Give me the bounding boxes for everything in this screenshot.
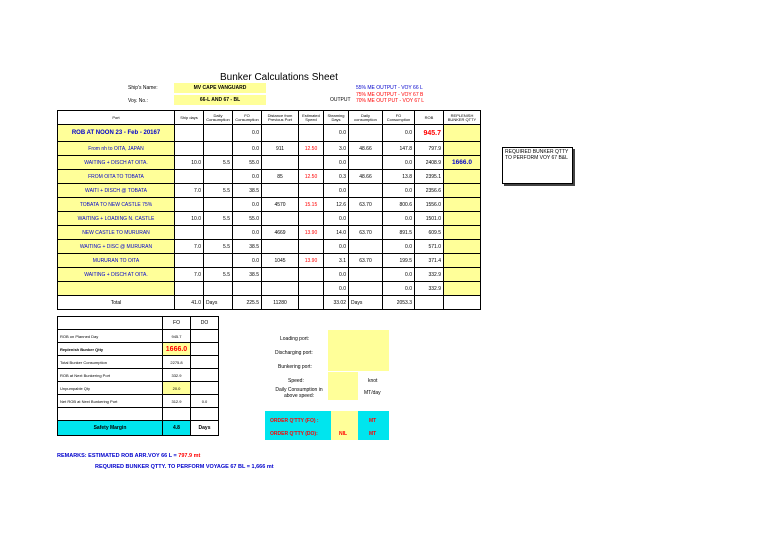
value-cell[interactable] xyxy=(204,125,233,142)
output-line-2: 75% ME OUTPUT - VOY 67 B xyxy=(356,92,424,98)
value-cell[interactable]: 2408.9 xyxy=(415,156,444,170)
value-cell[interactable] xyxy=(204,142,233,156)
value-cell[interactable] xyxy=(204,282,233,296)
value-cell[interactable] xyxy=(299,184,324,198)
voyage-row xyxy=(58,240,481,254)
value-cell[interactable]: 5.5 xyxy=(204,212,233,226)
value-cell[interactable]: 0.0 xyxy=(383,184,415,198)
value-cell[interactable]: 571.0 xyxy=(415,240,444,254)
column-header: Daily Consumption xyxy=(204,111,233,125)
value-cell[interactable] xyxy=(444,142,481,156)
summary-value[interactable]: 0.0 xyxy=(191,395,219,408)
voyage-row xyxy=(58,142,481,156)
total-cell: 2053.3 xyxy=(383,296,415,310)
column-header: FO Consumption xyxy=(383,111,415,125)
total-cell: Days xyxy=(349,296,383,310)
value-cell[interactable]: 63.70 xyxy=(349,226,383,240)
value-cell[interactable] xyxy=(299,212,324,226)
spacer-cell xyxy=(163,408,191,421)
summary-row xyxy=(58,330,219,343)
total-cell: Days xyxy=(204,296,233,310)
column-header: ROB xyxy=(415,111,444,125)
speed-unit: knot xyxy=(368,378,378,384)
value-cell[interactable]: 371.4 xyxy=(415,254,444,268)
value-cell[interactable] xyxy=(349,282,383,296)
value-cell[interactable]: 55.0 xyxy=(233,156,262,170)
column-header: Steaming Days xyxy=(324,111,349,125)
value-cell[interactable]: 945.7 xyxy=(415,125,444,142)
port-cell[interactable]: ROB AT NOON 23 - Feb - 20167 xyxy=(58,125,175,142)
value-cell[interactable]: 0.0 xyxy=(383,268,415,282)
value-cell[interactable]: 891.5 xyxy=(383,226,415,240)
value-cell[interactable]: 12.6 xyxy=(324,198,349,212)
value-cell[interactable]: 38.5 xyxy=(233,240,262,254)
total-cell: 11280 xyxy=(262,296,299,310)
voyage-row xyxy=(58,125,481,142)
value-cell[interactable] xyxy=(444,282,481,296)
value-cell[interactable]: 0.0 xyxy=(383,125,415,142)
port-cell[interactable]: WAITING + DISCH AT OITA. xyxy=(58,156,175,170)
output-line-1: 55% ME OUTPUT - VOY 66 L xyxy=(356,85,423,91)
value-cell[interactable]: 0.0 xyxy=(233,125,262,142)
value-cell[interactable]: 1556.0 xyxy=(415,198,444,212)
summary-header: DO xyxy=(191,317,219,330)
voy-value[interactable]: 66-L AND 67 - BL xyxy=(174,95,266,105)
value-cell[interactable] xyxy=(444,212,481,226)
value-cell[interactable]: 0.0 xyxy=(383,240,415,254)
value-cell[interactable] xyxy=(262,184,299,198)
output-label: OUTPUT xyxy=(330,97,351,103)
summary-value[interactable] xyxy=(191,343,219,356)
summary-row xyxy=(58,356,219,369)
value-cell[interactable] xyxy=(175,125,204,142)
summary-label: Replenish Bunker Qtty xyxy=(58,343,163,356)
spacer-cell xyxy=(58,408,163,421)
value-cell[interactable] xyxy=(349,156,383,170)
value-cell[interactable] xyxy=(444,170,481,184)
value-cell[interactable] xyxy=(262,125,299,142)
value-cell[interactable] xyxy=(175,254,204,268)
value-cell[interactable]: 911 xyxy=(262,142,299,156)
summary-header: FO xyxy=(163,317,191,330)
ship-name-value[interactable]: MV CAPE VANGUARD xyxy=(174,83,266,93)
value-cell[interactable]: 48.66 xyxy=(349,142,383,156)
speed-input-area[interactable] xyxy=(328,372,358,400)
header-row xyxy=(58,111,481,125)
port-cell[interactable]: MURURAN TO OITA xyxy=(58,254,175,268)
remarks-label: REMARKS: ESTIMATED ROB ARR.VOY 66 L = xyxy=(57,453,177,459)
value-cell[interactable]: 14.0 xyxy=(324,226,349,240)
value-cell[interactable]: 0.3 xyxy=(324,170,349,184)
value-cell[interactable] xyxy=(444,268,481,282)
port-cell[interactable] xyxy=(58,282,175,296)
column-header: Distance from Previous Port xyxy=(262,111,299,125)
summary-label: ROB on Planned Day xyxy=(58,330,163,343)
value-cell[interactable]: 55.0 xyxy=(233,212,262,226)
port-cell[interactable]: WAITING + DISC @ MURURAN xyxy=(58,240,175,254)
safety-margin-unit: Days xyxy=(191,421,219,436)
value-cell[interactable]: 609.5 xyxy=(415,226,444,240)
value-cell[interactable] xyxy=(204,170,233,184)
value-cell[interactable]: 0.0 xyxy=(233,226,262,240)
value-cell[interactable]: 0.0 xyxy=(383,282,415,296)
column-header: Ship days xyxy=(175,111,204,125)
order-do-unit: MT xyxy=(369,431,377,437)
voyage-table xyxy=(57,110,481,310)
value-cell[interactable]: 5.5 xyxy=(204,156,233,170)
summary-value[interactable] xyxy=(191,356,219,369)
value-cell[interactable] xyxy=(444,184,481,198)
column-header: REPLENISH BUNKER QTTY xyxy=(444,111,481,125)
value-cell[interactable] xyxy=(349,240,383,254)
value-cell[interactable]: 332.9 xyxy=(415,282,444,296)
remarks-line-1 xyxy=(57,453,200,459)
value-cell[interactable] xyxy=(175,226,204,240)
value-cell[interactable]: 13.90 xyxy=(299,254,324,268)
value-cell[interactable]: 5.5 xyxy=(204,184,233,198)
value-cell[interactable]: 10.0 xyxy=(175,212,204,226)
voyage-row xyxy=(58,156,481,170)
value-cell[interactable]: 332.9 xyxy=(415,268,444,282)
summary-label: Net ROB at Next Bunkering Port xyxy=(58,395,163,408)
summary-row xyxy=(58,369,219,382)
summary-value[interactable]: 945.7 xyxy=(163,330,191,343)
value-cell[interactable]: 63.70 xyxy=(349,198,383,212)
total-cell: Total xyxy=(58,296,175,310)
value-cell[interactable] xyxy=(262,240,299,254)
port-cell[interactable]: WAITING + LOADING N. CASTLE xyxy=(58,212,175,226)
value-cell[interactable]: 38.5 xyxy=(233,268,262,282)
value-cell[interactable]: 1045 xyxy=(262,254,299,268)
value-cell[interactable] xyxy=(262,156,299,170)
summary-value[interactable]: 332.9 xyxy=(163,369,191,382)
total-row xyxy=(58,296,481,310)
value-cell[interactable]: 0.0 xyxy=(324,268,349,282)
value-cell[interactable]: 0.0 xyxy=(324,212,349,226)
value-cell[interactable] xyxy=(349,184,383,198)
voyage-row xyxy=(58,268,481,282)
value-cell[interactable]: 0.0 xyxy=(383,212,415,226)
value-cell[interactable]: 199.5 xyxy=(383,254,415,268)
value-cell[interactable] xyxy=(262,268,299,282)
summary-value[interactable]: 2275.8 xyxy=(163,356,191,369)
summary-label: Total Bunker Consumption xyxy=(58,356,163,369)
value-cell[interactable]: 2356.6 xyxy=(415,184,444,198)
value-cell[interactable] xyxy=(444,240,481,254)
value-cell[interactable] xyxy=(204,198,233,212)
value-cell[interactable]: 1501.0 xyxy=(415,212,444,226)
value-cell[interactable]: 85 xyxy=(262,170,299,184)
total-cell: 33.02 xyxy=(324,296,349,310)
summary-value[interactable] xyxy=(191,369,219,382)
summary-spacer-row xyxy=(58,408,219,421)
value-cell[interactable] xyxy=(175,198,204,212)
summary-header-row xyxy=(58,317,219,330)
spacer-cell xyxy=(191,408,219,421)
value-cell[interactable] xyxy=(175,282,204,296)
discharging-port-label: Discharging port: xyxy=(275,350,313,356)
value-cell[interactable]: 0.0 xyxy=(233,170,262,184)
value-cell[interactable]: 13.8 xyxy=(383,170,415,184)
safety-margin-label: Safety Margin xyxy=(58,421,163,436)
value-cell[interactable]: 12.50 xyxy=(299,142,324,156)
order-fo-unit: MT xyxy=(369,418,377,424)
voyage-row xyxy=(58,282,481,296)
value-cell[interactable] xyxy=(262,212,299,226)
voy-label: Voy. No.: xyxy=(128,98,148,104)
column-header: Estimated Speed xyxy=(299,111,324,125)
value-cell[interactable]: 2395.1 xyxy=(415,170,444,184)
value-cell[interactable]: 0.0 xyxy=(233,254,262,268)
voyage-row xyxy=(58,198,481,212)
value-cell[interactable]: 4570 xyxy=(262,198,299,212)
safety-margin-value[interactable]: 4.8 xyxy=(163,421,191,436)
value-cell[interactable]: 15.15 xyxy=(299,198,324,212)
value-cell[interactable] xyxy=(175,170,204,184)
value-cell[interactable]: 3.0 xyxy=(324,142,349,156)
voyage-row xyxy=(58,226,481,240)
bunkering-port-label: Bunkering port: xyxy=(278,364,312,370)
summary-row xyxy=(58,343,219,356)
value-cell[interactable]: 12.50 xyxy=(299,170,324,184)
column-header: Port xyxy=(58,111,175,125)
value-cell[interactable]: 7.0 xyxy=(175,184,204,198)
column-header: FO Consumption xyxy=(233,111,262,125)
value-cell[interactable] xyxy=(444,198,481,212)
required-bunker-note: REQUIRED BUNKER QTTY TO PERFORM VOY 67 B&L xyxy=(502,147,573,184)
value-cell[interactable]: 48.66 xyxy=(349,170,383,184)
summary-label: ROB at Next Bunkering Port xyxy=(58,369,163,382)
value-cell[interactable] xyxy=(299,156,324,170)
value-cell[interactable] xyxy=(299,268,324,282)
daily-consumption-unit: MT/day xyxy=(364,390,381,396)
output-line-3: 70% ME OUT PUT - VOY 67 L xyxy=(356,98,425,104)
voyage-row xyxy=(58,254,481,268)
ship-name-label: Ship's Name: xyxy=(128,85,158,91)
summary-row xyxy=(58,395,219,408)
value-cell[interactable]: 797.9 xyxy=(415,142,444,156)
value-cell[interactable]: 147.8 xyxy=(383,142,415,156)
value-cell[interactable]: 63.70 xyxy=(349,254,383,268)
order-fo-label: ORDER Q'TTY (FO) : xyxy=(270,418,319,424)
value-cell[interactable]: 800.6 xyxy=(383,198,415,212)
loading-port-label: Loading port: xyxy=(280,336,310,342)
port-cell[interactable]: FROM OITA TO TOBATA xyxy=(58,170,175,184)
summary-row xyxy=(58,382,219,395)
sheet-title: Bunker Calculations Sheet xyxy=(220,72,338,83)
value-cell[interactable]: 0.0 xyxy=(233,142,262,156)
value-cell[interactable] xyxy=(349,212,383,226)
value-cell[interactable] xyxy=(444,254,481,268)
value-cell[interactable]: 0.0 xyxy=(324,125,349,142)
port-cell[interactable]: WAITING + DISCH AT OITA. xyxy=(58,268,175,282)
value-cell[interactable]: 0.0 xyxy=(324,184,349,198)
value-cell[interactable]: 13.90 xyxy=(299,226,324,240)
value-cell[interactable] xyxy=(349,125,383,142)
voyage-row xyxy=(58,212,481,226)
value-cell[interactable]: 5.5 xyxy=(204,240,233,254)
summary-value[interactable]: 1666.0 xyxy=(163,343,191,356)
value-cell[interactable] xyxy=(349,268,383,282)
value-cell[interactable] xyxy=(233,282,262,296)
value-cell[interactable] xyxy=(444,226,481,240)
order-do-value: NIL xyxy=(339,431,348,437)
value-cell[interactable] xyxy=(262,282,299,296)
value-cell[interactable] xyxy=(299,125,324,142)
order-do-label: ORDER Q'TTY (DO): xyxy=(270,431,318,437)
voyage-row xyxy=(58,170,481,184)
value-cell[interactable]: 5.5 xyxy=(204,268,233,282)
total-cell xyxy=(299,296,324,310)
value-cell[interactable]: 0.0 xyxy=(324,156,349,170)
total-cell: 41.0 xyxy=(175,296,204,310)
speed-label: Speed: xyxy=(288,378,304,384)
value-cell[interactable]: 7.0 xyxy=(175,268,204,282)
port-cell[interactable]: From nh to OITA, JAPAN xyxy=(58,142,175,156)
value-cell[interactable]: 0.0 xyxy=(324,282,349,296)
value-cell[interactable] xyxy=(175,142,204,156)
value-cell[interactable] xyxy=(299,282,324,296)
value-cell[interactable] xyxy=(204,254,233,268)
port-cell[interactable]: TOBATA TO NEW CASTLE 75% xyxy=(58,198,175,212)
summary-corner xyxy=(58,317,163,330)
value-cell[interactable]: 0.0 xyxy=(233,198,262,212)
column-header: Daily consumption xyxy=(349,111,383,125)
summary-value[interactable] xyxy=(191,330,219,343)
summary-label: Unpumpable Qty xyxy=(58,382,163,395)
value-cell[interactable] xyxy=(444,125,481,142)
value-cell[interactable]: 0.0 xyxy=(383,156,415,170)
value-cell[interactable]: 1666.0 xyxy=(444,156,481,170)
summary-table xyxy=(57,316,219,436)
safety-margin-row xyxy=(58,421,219,436)
port-cell[interactable]: WAITI + DISCH @ TOBATA xyxy=(58,184,175,198)
summary-value[interactable]: 312.9 xyxy=(163,395,191,408)
total-cell: 225.5 xyxy=(233,296,262,310)
daily-consumption-label: Daily Consumption in above speed: xyxy=(275,387,323,399)
voyage-row xyxy=(58,184,481,198)
value-cell[interactable]: 4669 xyxy=(262,226,299,240)
summary-value[interactable] xyxy=(191,382,219,395)
value-cell[interactable]: 3.1 xyxy=(324,254,349,268)
value-cell[interactable]: 7.0 xyxy=(175,240,204,254)
value-cell[interactable] xyxy=(299,240,324,254)
total-cell xyxy=(415,296,444,310)
total-cell xyxy=(444,296,481,310)
remarks-line-2: REQUIRED BUNKER QTTY. TO PERFORM VOYAGE 67 BL = 1,666 mt xyxy=(95,464,274,470)
port-input-area[interactable] xyxy=(328,330,389,371)
value-cell[interactable]: 38.5 xyxy=(233,184,262,198)
remarks-rob-value: 797.9 mt xyxy=(178,453,201,459)
value-cell[interactable] xyxy=(204,226,233,240)
value-cell[interactable]: 0.0 xyxy=(324,240,349,254)
value-cell[interactable]: 10.0 xyxy=(175,156,204,170)
summary-value[interactable]: 20.0 xyxy=(163,382,191,395)
port-cell[interactable]: NEW CASTLE TO MURURAN xyxy=(58,226,175,240)
